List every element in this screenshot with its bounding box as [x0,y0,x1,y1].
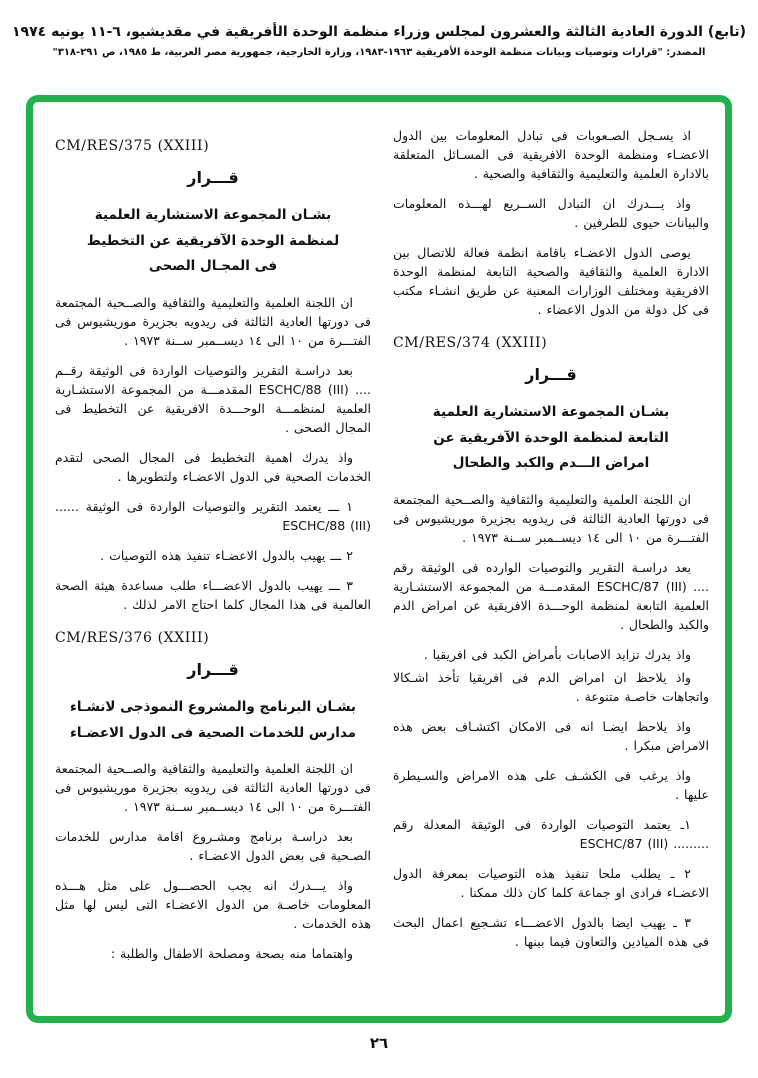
resolution-subject [55,203,371,280]
resolution-ref: CM/RES/376 (XXIII) [55,629,210,646]
resolution-heading: قـــرار [525,365,577,384]
paragraph: ٣ ـ يهيب ايضا بالدول الاعضـــاء تشـجيع اعمال البحث فى هذه الميادين والتعاون فيما بينها . [393,914,709,949]
resolution-ref: CM/RES/375 (XXIII) [55,138,210,154]
paragraph: ان اللجنة العلمية والتعليمية والثقافية والصــحية المجتمعة فى دورتها العادية الثالثة فى ريدويه بجزيرة موريشيوس فى الفتـــرة من ١٠ الى ١٤ ديســمبر ســنة ١٩٧٣ . [55,761,371,815]
paragraph: واذ يرغب فى الكشـف على هذه الامراض والسـيطرة عليها . [393,767,709,802]
paragraph: ٢ ـــ يهيب بالدول الاعضـاء تنفيذ هذه التوصيات . [100,547,353,563]
paragraph: واذ يدرك اهمية التخطيط فى المجال الصحى لتقدم الخدمات الصحية فى الدول الاعضـاء ولتطويرها . [55,449,371,484]
paragraph: ان اللجنة العلمية والتعليمية والثقافية والصــحية المجتمعة فى دورتها العادية الثالثة فى ريدويه بجزيرة موريشيوس فى الفتـــرة من ١٠ الى ١٤ ديســمبر ســنة ١٩٧٣ . [55,294,371,348]
paragraph: ١ـ يعتمد التوصيات الواردة فى الوثيقة المعدلة رقم ......... ESCHC/87 (III) [393,816,709,851]
paragraph: ٢ ـ يطلب ملحا تنفيذ هذه التوصيات بمعرفة الدول الاعضـاء فرادى او جماعة كلما كان ذلك ممكنا . [393,865,709,900]
header-source-citation: المصدر: "قرارات وتوصيات وبيانات منظمة الوحدة الأفريقية ١٩٦٣-١٩٨٣، وزارة الخارجية، جمهورية مصر العربية، ط ١٩٨٥، ص ٢٩١-٣١٨" [52,47,706,58]
subject-line: امراض الـــدم والكبد والطحال [452,455,650,472]
document-header [0,24,758,58]
paragraph: واذ يـــدرك انه يجب الحصـــول على مثل هـــذه المعلومات خاصـة من الدول الاعضـاء التى ليس لها مثل هذه الخدمات . [55,878,371,932]
subject-line: بشـان المجموعة الاستشارية العلمية [432,404,670,420]
paragraph: واذ يلاحظ ان امراض الدم فى افريقيا تأخذ اشـكالا واتجاهات خاصـة متنوعة . [393,669,709,704]
paragraph: بعد دراسـة التقرير والتوصيات الواردة فى الوثيقة رقــم .... ESCHC/88 (III) المقدمـــة من المجموعة الاستشـارية العلمية لمنظمـــة الوحـــدة الافريقية عن التخطيط فى المجال الصحى . [55,362,371,435]
resolution-ref: CM/RES/374 (XXIII) [393,335,548,351]
subject-line: بشـان البرنامج والمشروع النموذجى لانشـاء [69,698,356,715]
subject-line: مدارس للخدمات الصحية فى الدول الاعضـاء [69,724,357,741]
header-session-title: (تابع) الدورة العادية الثالثة والعشرون لمجلس وزراء منظمة الوحدة الأفريقية في مقديشيو، ٦-١١ يونيه ١٩٧٤ [12,24,746,40]
paragraph: واذ يـــدرك ان التبادل الســريع لهـــذه المعلومات والبيانات حيوى للطرفين . [393,196,709,230]
paragraph: ١ ـــ يعتمد التقرير والتوصيات الواردة فى الوثيقة ...... ESCHC/88 (III) [55,498,371,533]
subject-line: فى المجـال الصحى [148,258,278,275]
page-number: ٢٦ [369,1034,389,1052]
content-border-box [26,95,732,1023]
paragraph: واذ يلاحظ ايضـا انه فى الامكان اكتشـاف بعض هذه الامراض مبكرا . [393,718,709,753]
left-column [55,126,371,1000]
paragraph: واهتماما منه بصحة ومصلحة الاطفال والطلبة : [110,946,353,962]
subject-line: بشـان المجموعة الاستشارية العلمية [94,207,332,223]
right-column [393,126,709,1000]
paragraph: يوصى الدول الاعضـاء باقامة انظمة فعالة للاتصال بين الادارة العلمية والثقافية والصحية التابعة لمنظمة الوحدة الافريقية ومختلف الوزارات المعنية عن طريق انشـاء مكتب فى كل دولة من الدول الاعضاء . [393,245,709,317]
paragraph: بعد دراسـة التقرير والتوصيات الوارده فى الوثيقة رقم .... ESCHC/87 (III) المقدمـــة من المجموعة الاستشـارية العلمية التابعة لمنظمة الوحـــدة الافريقية عن امراض الدم والكبد والطحال . [393,559,709,632]
resolution-heading: قـــرار [187,168,239,187]
paragraph: اذ يسـجل الصـعوبات فى تبادل المعلومات بين الدول الاعضـاء ومنظمة الوحدة الافريقية فى المسـائل المتعلقة بالادارة العلمية والتعليمية والثقافية والصحية . [393,128,709,181]
paragraph: ان اللجنة العلمية والتعليمية والثقافية والصــحية المجتمعة فى دورتها العادية الثالثة فى ريدويه بجزيرة موريشيوس فى الفتـــرة من ١٠ الى ١٤ ديســمبر ســنة ١٩٧٣ . [393,491,709,545]
resolution-subject [393,400,709,477]
subject-line: التابعة لمنظمة الوحدة الآفريقية عن [433,429,669,446]
subject-line: لمنظمة الوحدة الآفريقية عن التخطيط [86,232,340,249]
paragraph: بعد دراسـة برنامج ومشـروع اقامة مدارس للخدمات الصـحية فى بعض الدول الاعضـاء . [55,829,371,864]
paragraph: ٣ ـــ يهيب بالدول الاعضـــاء طلب مساعدة هيئة الصحة العالمية فى هذا المجال كلما احتاج الامر لذلك . [55,577,371,612]
paragraph: واذ يدرك تزايد الاصابات بأمراض الكبد فى افريقيا . [423,646,691,662]
resolution-subject [55,695,371,746]
resolution-heading: قـــرار [187,659,239,679]
